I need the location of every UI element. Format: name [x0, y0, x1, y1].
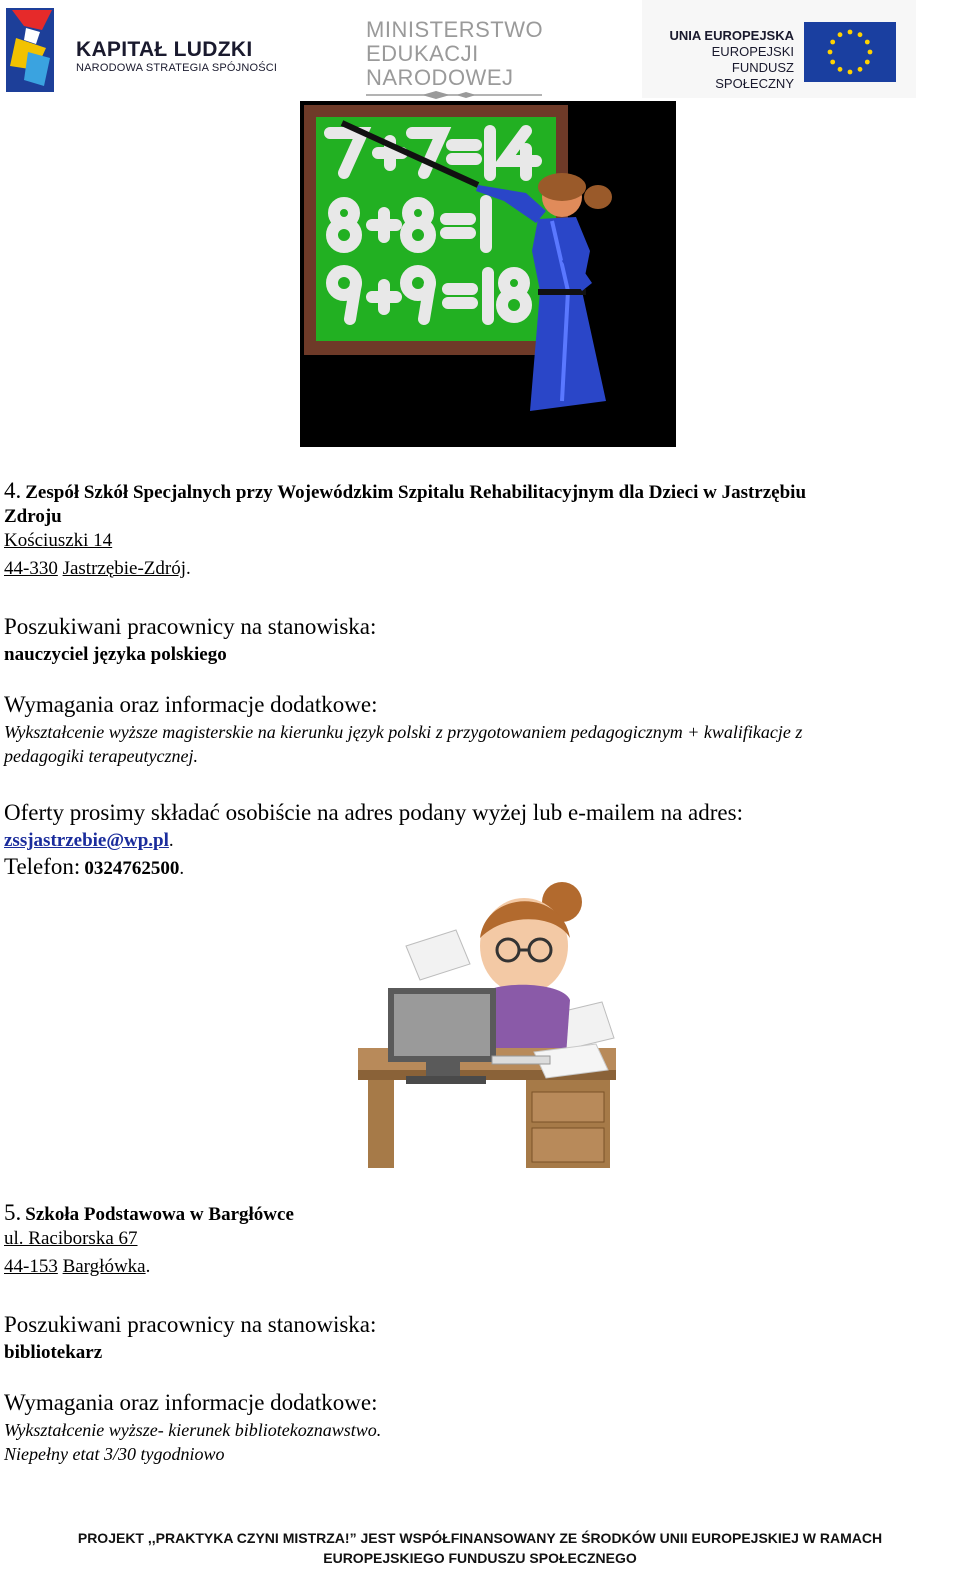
ministry-line1: MINISTERSTWO [366, 17, 544, 42]
footer-line2: EUROPEJSKIEGO FUNDUSZU SPOŁECZNEGO [323, 1550, 637, 1566]
teacher-blackboard-illustration [300, 101, 676, 447]
ministry-line2: EDUKACJI [366, 41, 479, 66]
footer-line1: PROJEKT ,,PRAKTYKA CZYNI MISTRZA!” JEST WSPÓŁFINANSOWANY ZE ŚRODKÓW UNII EUROPEJSKIEJ W RAMACH [77, 1530, 883, 1546]
offer-4-phone: 0324762500 [84, 858, 180, 879]
eu-text [650, 28, 794, 92]
offer-5-postcode[interactable]: 44-153 [4, 1256, 58, 1277]
offer-4-street[interactable]: Kościuszki 14 [4, 530, 113, 551]
offer-5-school-name: Szkoła Podstawowa w Bargłówce [25, 1204, 294, 1225]
kapital-ludzki-subtitle: NARODOWA STRATEGIA SPÓJNOŚCI [76, 62, 278, 74]
offer-4-email-link[interactable]: zssjastrzebie@wp.pl [4, 830, 169, 851]
offer-4-school-name-cont: Zdroju [4, 506, 62, 527]
offer-5-number: 5. [4, 1200, 22, 1225]
eu-flag-icon [804, 22, 896, 82]
kapital-ludzki-title: KAPITAŁ LUDZKI [76, 38, 253, 61]
offer-4-school-name: Zespół Szkół Specjalnych przy Wojewódzkim Szpitalu Rehabilitacyjnym dla Dzieci w Jastrzębiu [25, 482, 807, 503]
offer-5-city[interactable]: Bargłówka [62, 1256, 146, 1277]
offer-5-req-label: Wymagania oraz informacje dodatkowe: [4, 1390, 378, 1415]
ministry-underline-icon [366, 90, 542, 100]
offer-4-phone-line: Telefon: 0324762500. [4, 854, 185, 879]
offer-5-title-line [4, 1200, 294, 1226]
eu-line3: FUNDUSZ SPOŁECZNY [715, 60, 794, 91]
offer-4-req-line1: Wykształcenie wyższe magisterskie na kierunku język polski z przygotowaniem pedagogicznym + kwalifikacje z [4, 722, 803, 742]
offer-5-req-line1: Wykształcenie wyższe- kierunek bibliotekoznawstwo. [4, 1420, 382, 1440]
offer-5-position: bibliotekarz [4, 1342, 103, 1363]
offer-4-title-line1 [4, 478, 806, 504]
offer-4-street-link[interactable] [4, 530, 112, 552]
offer-4-number: 4. [4, 478, 22, 503]
page-footer [0, 1528, 960, 1568]
eu-line1: UNIA EUROPEJSKA [669, 28, 794, 43]
offer-4-postcode[interactable]: 44-330 [4, 558, 58, 579]
offer-5-street[interactable]: ul. Raciborska 67 [4, 1228, 138, 1249]
offer-5-address-line: 44-153 Bargłówka. [4, 1256, 151, 1277]
offer-4-email-line: zssjastrzebie@wp.pl. [4, 830, 174, 851]
offer-4-address-line: 44-330 Jastrzębie-Zdrój. [4, 558, 191, 579]
offer-4-offer-text: Oferty prosimy składać osobiście na adres podany wyżej lub e-mailem na adres: [4, 800, 743, 825]
offer-4-req-label: Wymagania oraz informacje dodatkowe: [4, 692, 378, 717]
ministry-line3: NARODOWEJ [366, 65, 514, 90]
offer-5-wanted-label: Poszukiwani pracownicy na stanowiska: [4, 1312, 377, 1337]
offer-4-wanted-label: Poszukiwani pracownicy na stanowiska: [4, 614, 377, 639]
woman-at-computer-illustration [356, 880, 618, 1170]
ministry-logo-icon [366, 18, 543, 90]
eu-line2: EUROPEJSKI [711, 44, 794, 59]
offer-4-city[interactable]: Jastrzębie-Zdrój [62, 558, 187, 579]
offer-4-req-line2: pedagogiki terapeutycznej. [4, 746, 198, 766]
offer-4-position: nauczyciel języka polskiego [4, 644, 227, 665]
offer-4-phone-label: Telefon: [4, 854, 81, 879]
offer-5-street-link[interactable] [4, 1228, 138, 1250]
offer-5-req-line2: Niepełny etat 3/30 tygodniowo [4, 1444, 225, 1464]
kapital-ludzki-logo-icon [6, 8, 58, 94]
